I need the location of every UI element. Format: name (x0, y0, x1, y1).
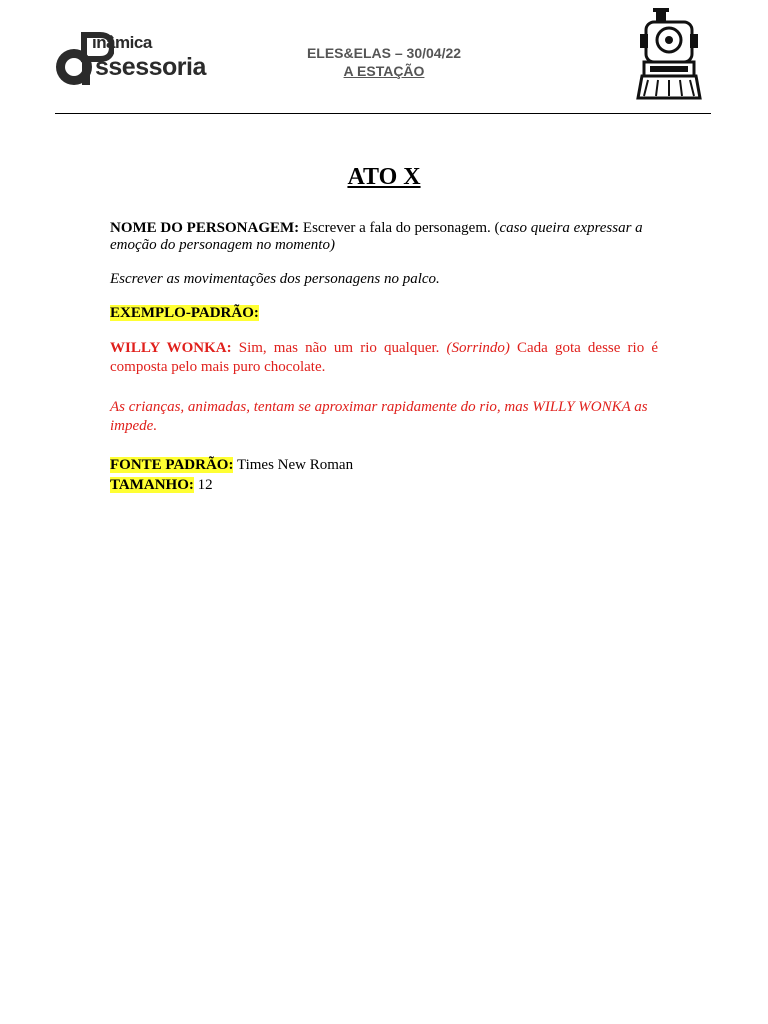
example-label: EXEMPLO-PADRÃO: (110, 305, 259, 321)
logo-text-dinamica: inâmica (92, 33, 152, 52)
example-section (110, 305, 658, 322)
header-event-date: ELES&ELAS – 30/04/22 (306, 45, 462, 61)
header-divider (55, 113, 711, 114)
document-body (110, 220, 658, 495)
header-play-title: A ESTAÇÃO (343, 63, 425, 79)
logo-text-assessoria: ssessoria (95, 53, 206, 81)
header-title (250, 44, 518, 80)
character-instruction-note: caso queira expressar a emoção do personagem no momento) (110, 220, 643, 253)
movement-instruction: Escrever as movimentações dos personagens no palco. (110, 271, 440, 287)
example-dialogue (110, 339, 658, 377)
size-spec (110, 475, 658, 495)
dinamica-assessoria-logo (54, 31, 204, 91)
character-instruction (110, 220, 658, 254)
example-action: (Sorrindo) (446, 340, 510, 356)
example-stage-direction: As crianças, animadas, tentam se aproximar rapidamente do rio, mas WILLY WONKA as impede. (110, 399, 648, 434)
font-spec (110, 455, 658, 475)
example-speech-part1: Sim, mas não um rio qualquer. (238, 340, 440, 356)
character-instruction-text: Escrever a fala do personagem. ( (302, 220, 500, 236)
size-label: TAMANHO: (110, 477, 194, 493)
example-speech-part2: Cada gota desse rio é composta pelo mais puro chocolate. (110, 340, 659, 375)
size-value: 12 (197, 477, 213, 493)
font-value: Times New Roman (236, 457, 354, 473)
font-label: FONTE PADRÃO: (110, 457, 234, 473)
example-character-name: WILLY WONKA: (110, 340, 232, 356)
train-locomotive-icon (636, 8, 702, 102)
act-heading: ATO X (347, 164, 421, 190)
character-name-label: NOME DO PERSONAGEM: (110, 220, 300, 236)
